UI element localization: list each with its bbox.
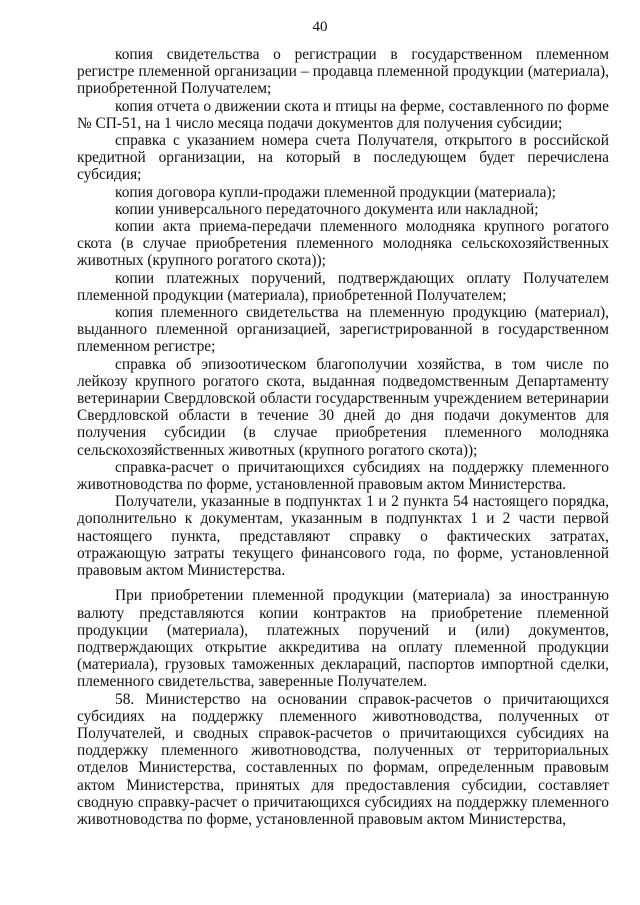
page-number: 40 [312, 19, 328, 35]
paragraph-registration-certificate: копия свидетельства о регистрации в государственном племенном регистре племенной организации – продавца племенной продукции (материала), приобретенной Получателем; [77, 46, 609, 98]
paragraph-section-58: 58. Министерство на основании справок-расчетов о причитающихся субсидиях на поддержку племенного животноводства, полученных от Получателей, и сводных справок-расчетов о причитающихся субсидиях на поддержку племенного животноводства, полученных от территориальных отделов Министерства, составленных по формам, определенным правовым актом Министерства, принятых для предоставления субсидии, составляет сводную справку-расчет о причитающихся субсидиях на поддержку племенного животноводства по форме, установленной правовым актом Министерства, [77, 690, 609, 828]
paragraph-payment-orders: копии платежных поручений, подтверждающих оплату Получателем племенной продукции (материала), приобретенной Получателем; [77, 269, 609, 304]
paragraph-sale-contract: копия договора купли-продажи племенной продукции (материала); [115, 183, 556, 201]
paragraph-bank-account: справка с указанием номера счета Получателя, открытого в российской кредитной организации, на который в последующем будет перечислена субсидия; [77, 132, 609, 184]
paragraph-gap [77, 579, 609, 587]
paragraph-veterinary-certificate: справка об эпизоотическом благополучии хозяйства, в том числе по лейкозу крупного рогатого скота, выданная подведомственным Департаменту ветеринарии Свердловской области государственным учреждением ветеринарии Свердловской области в течение 30 дней до дня подачи документов для получения субсидии (в случае приобретения племенного молодняка сельскохозяйственных животных (крупного рогатого скота)); [77, 355, 609, 459]
document-body [77, 46, 609, 828]
paragraph-breeding-certificate: копия племенного свидетельства на племенную продукцию (материал), выданного племенной организацией, зарегистрированной в государственном племенном регистре; [77, 304, 609, 356]
paragraph-actual-costs: Получатели, указанные в подпунктах 1 и 2 пункта 54 настоящего порядка, дополнительно к документам, указанным в подпунктах 1 и 2 части первой настоящего пункта, представляют справку о фактических затратах, отражающую затраты текущего финансового года, по форме, установленной правовым актом Министерства. [77, 493, 609, 580]
paragraph-subsidy-calculation: справка-расчет о причитающихся субсидиях на поддержку племенного животноводства по форме, установленной правовым актом Министерства. [77, 458, 609, 494]
paragraph-acceptance-act: копии акта приема-передачи племенного молодняка крупного рогатого скота (в случае приобретения племенного молодняка сельскохозяйственных животных (крупного рогатого скота)); [77, 218, 609, 270]
paragraph-foreign-currency: При приобретении племенной продукции (материала) за иностранную валюту представляются копии контрактов на приобретение племенной продукции (материала), платежных поручений и (или) документов, подтверждающих открытие аккредитива на оплату племенной продукции (материала), грузовых таможенных деклараций, паспортов импортной сделки, племенного свидетельства, заверенные Получателем. [77, 587, 609, 691]
paragraph-livestock-report: копия отчета о движении скота и птицы на ферме, составленного по форме № СП-51, на 1 число месяца подачи документов для получения субсидии; [77, 97, 609, 132]
paragraph-transfer-document: копии универсального передаточного документа или накладной; [115, 200, 539, 218]
